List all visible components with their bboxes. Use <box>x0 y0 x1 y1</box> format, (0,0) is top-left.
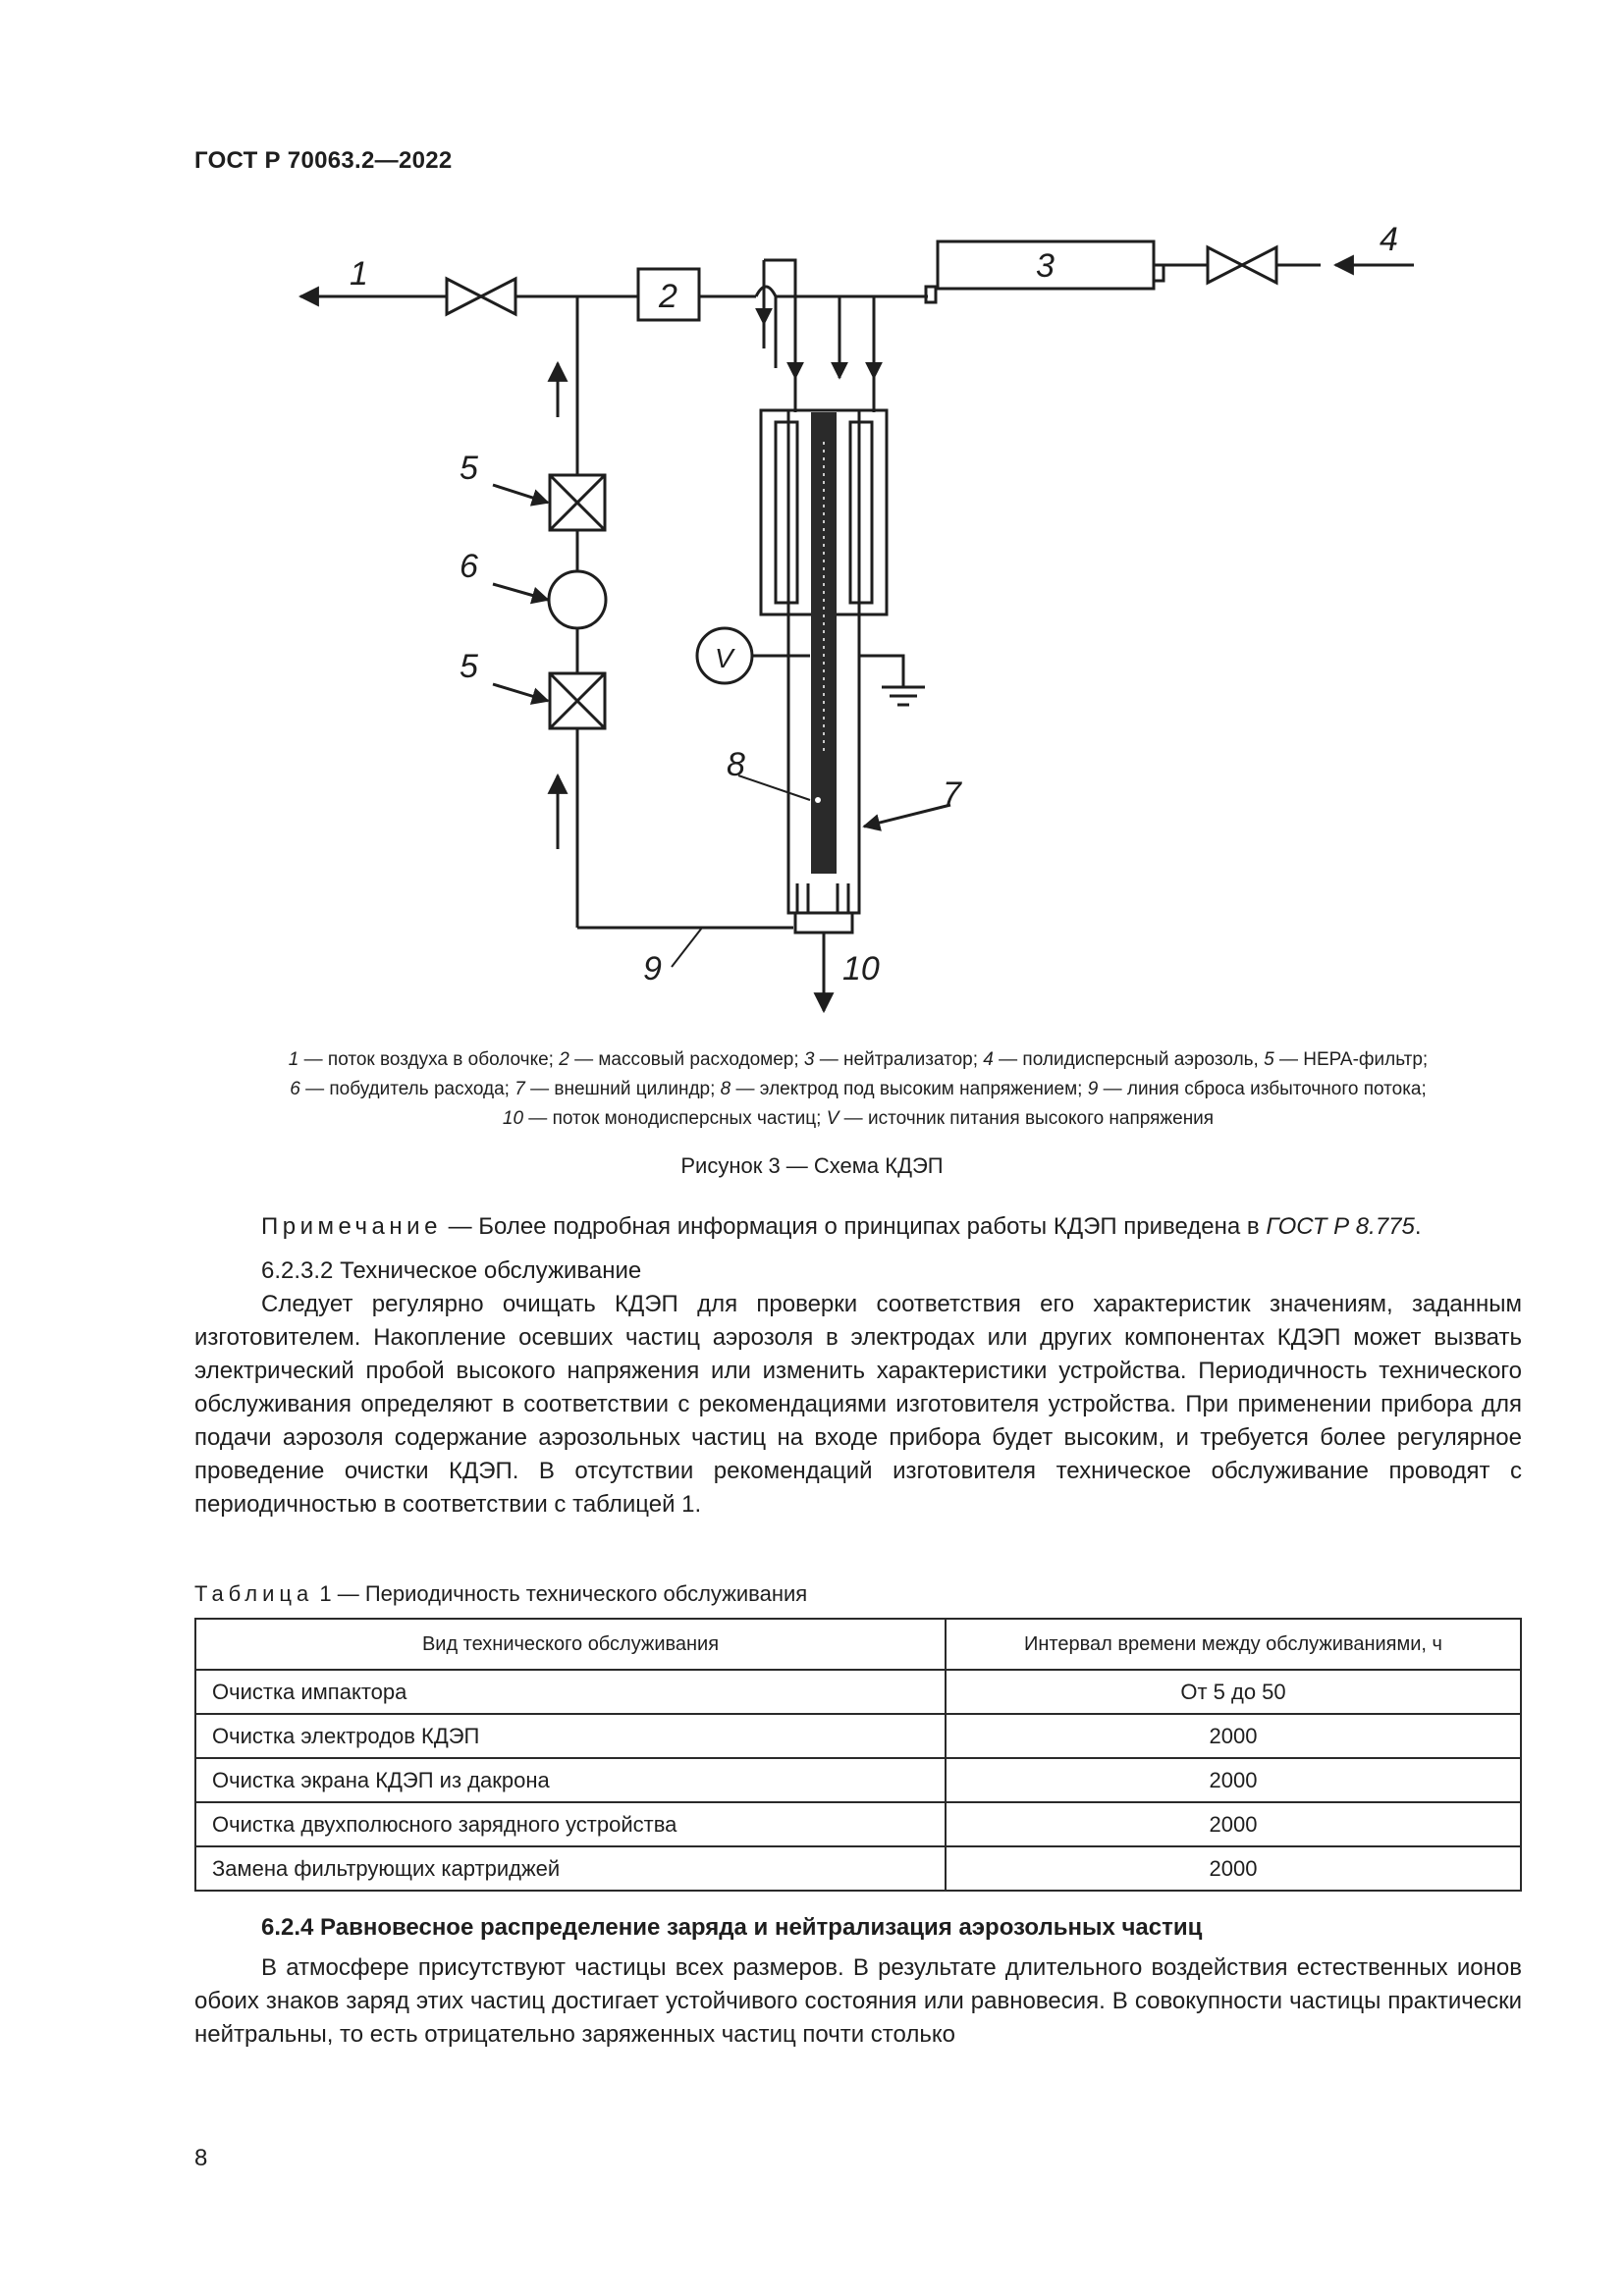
paragraph-charge-distribution: В атмосфере присутствуют частицы всех размеров. В результате длительного воздействия естественных ионов обоих знаков заряд этих частиц достигает устойчивого состояния или равновесия. В совокупности частицы практически нейтральны, то есть отрицательно заряженных частиц почти столько <box>194 1954 1522 2048</box>
label-3: 3 <box>1036 247 1055 285</box>
label-6: 6 <box>460 548 478 585</box>
table-cell: 2000 <box>946 1758 1521 1802</box>
table-row <box>195 1802 1521 1846</box>
legend-line-1: 1 — поток воздуха в оболочке; 2 — массовый расходомер; 3 — нейтрализатор; 4 — полидисперсный аэрозоль, 5 — HEPA-фильтр; <box>288 1049 1429 1070</box>
valve-right <box>1208 247 1276 283</box>
label-10: 10 <box>842 950 880 988</box>
table-row <box>195 1758 1521 1802</box>
label-5-bottom: 5 <box>460 648 478 685</box>
note-label: Примечание <box>261 1213 442 1240</box>
legend-line-3: 10 — поток монодисперсных частиц; V — источник питания высокого напряжения <box>502 1108 1215 1129</box>
maintenance-table <box>194 1618 1522 1892</box>
document-header: ГОСТ Р 70063.2—2022 <box>194 147 453 174</box>
subsection-title: 6.2.3.2 Техническое обслуживание <box>261 1257 642 1284</box>
table-cell: Очистка импактора <box>195 1670 946 1714</box>
table-cell: От 5 до 50 <box>946 1670 1521 1714</box>
label-v: V <box>715 643 733 673</box>
paragraph-maintenance: Следует регулярно очищать КДЭП для проверки соответствия его характеристик значениям, заданным изготовителем. Накопление осевших частиц аэрозоля в электродах или других компонентах КДЭП может вызвать электрический пробой высокого напряжения или изменить характеристики устройства. Периодичность технического обслуживания определяют в соответствии с рекомендациями изготовителя устройства. При применении прибора для подачи аэрозоля содержание аэрозольных частиц на входе прибора будет высоким, и требуется более регулярное проведение очистки КДЭП. В отсутствии рекомендаций изготовителя техническое обслуживание проводят с периодичностью в соответствии с таблицей 1. <box>194 1291 1522 1518</box>
table-header-cell: Интервал времени между обслуживаниями, ч <box>946 1619 1521 1670</box>
table-cell: Замена фильтрующих картриджей <box>195 1846 946 1891</box>
label-1: 1 <box>350 255 368 293</box>
table-row <box>195 1846 1521 1891</box>
figure-caption: Рисунок 3 — Схема КДЭП <box>680 1153 944 1178</box>
valve-left <box>447 279 515 314</box>
page-number: 8 <box>194 2145 208 2171</box>
figure-legend <box>194 1045 1522 1134</box>
table-caption: Таблица 1 — Периодичность технического обслуживания <box>194 1581 808 1606</box>
table-cell: 2000 <box>946 1802 1521 1846</box>
table-cell: Очистка двухполюсного зарядного устройства <box>195 1802 946 1846</box>
table-cell: Очистка электродов КДЭП <box>195 1714 946 1758</box>
flow-pump <box>549 571 606 628</box>
note: Примечание — Более подробная информация о принципах работы КДЭП приведена в ГОСТ Р 8.775. <box>261 1213 1422 1240</box>
table-header-row <box>195 1619 1521 1670</box>
table-header-cell: Вид технического обслуживания <box>195 1619 946 1670</box>
legend-line-2: 6 — побудитель расхода; 7 — внешний цилиндр; 8 — электрод под высоким напряжением; 9 — линия сброса избыточного потока; <box>290 1079 1427 1099</box>
table-row <box>195 1714 1521 1758</box>
label-5-top: 5 <box>460 450 478 487</box>
table-cell: Очистка экрана КДЭП из дакрона <box>195 1758 946 1802</box>
table-cell: 2000 <box>946 1714 1521 1758</box>
section-title: 6.2.4 Равновесное распределение заряда и нейтрализация аэрозольных частиц <box>261 1914 1203 1941</box>
label-8: 8 <box>727 746 745 783</box>
table-cell: 2000 <box>946 1846 1521 1891</box>
label-9: 9 <box>643 950 662 988</box>
label-4: 4 <box>1380 221 1398 258</box>
note-reference: ГОСТ Р 8.775 <box>1266 1213 1415 1240</box>
table-row <box>195 1670 1521 1714</box>
kdep-schematic-figure <box>285 216 1398 1041</box>
label-2: 2 <box>659 278 677 315</box>
label-7: 7 <box>943 775 961 813</box>
